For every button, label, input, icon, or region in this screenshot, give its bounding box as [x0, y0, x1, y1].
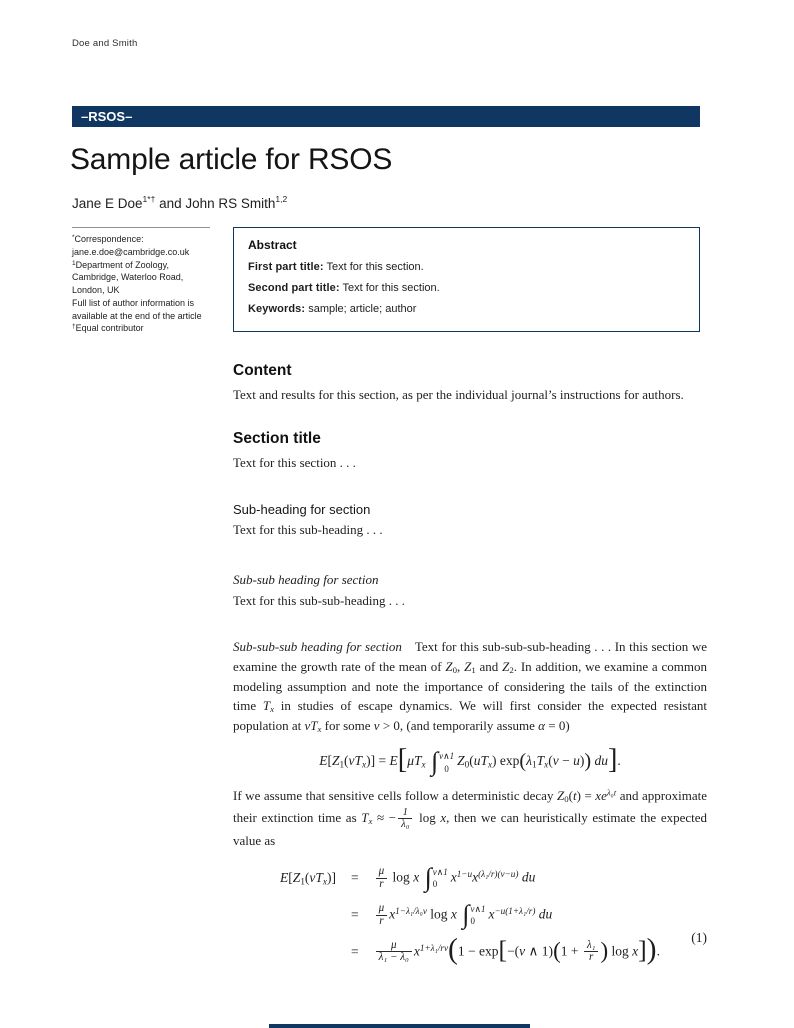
- sidebar-info: [72, 227, 214, 335]
- section-heading: Section title: [233, 430, 321, 448]
- author-name: Jane E Doe: [72, 196, 143, 211]
- subsubsection-heading: Sub-sub heading for section: [233, 572, 379, 588]
- aligned-equations: [233, 860, 707, 971]
- body-paragraph: If we assume that sensitive cells follow a deterministic decay $Z_0(t) = xe^{\lambda_0t}$ and approximate their extinction time as $T_x$ ≈ − $\frac{1}{\text{λ₀}}$ log x, then we can heuristically estimate the expected value as: [233, 788, 708, 848]
- equation-row: = $\frac{\mu}{\text{λ₁ − λ₀}}$ $x^{1+\lambda_1/rv}(1 - \exp[-(v$ ∧ 1)(1 + $\frac{\text{λ₁}}{r}$ ) log x]).: [350, 933, 660, 966]
- sidebar-line: available at the end of the article: [72, 310, 202, 321]
- abstract-part: Second part title: Text for this section.: [248, 282, 440, 294]
- sidebar-line: *Correspondence:: [72, 234, 144, 244]
- content-paragraph: Text and results for this section, as per the individual journal’s instructions for authors.: [233, 387, 684, 402]
- sidebar-line: Full list of author information is: [72, 297, 195, 308]
- equation-row: $E[Z_1(vT_x)]$ = $\frac{\mu}{r}$ log x ∫ v∧1 0 $x^{1-u}x^{(\lambda_1/r)(v-u)}$ du: [280, 863, 536, 893]
- content-heading: Content: [233, 362, 292, 379]
- author-line: [72, 194, 287, 211]
- abstract-part: Keywords: sample; article; author: [248, 303, 417, 315]
- author-superscript: 1*†: [142, 194, 156, 204]
- author-superscript: 1,2: [275, 194, 288, 204]
- equation-number: (1): [691, 930, 707, 946]
- abstract-part: First part title: Text for this section.: [248, 261, 424, 273]
- subsubsection-paragraph: Text for this sub-sub-heading . . .: [233, 593, 406, 609]
- correspondence-block: [72, 233, 214, 335]
- abstract-heading: Abstract: [248, 238, 297, 252]
- running-head: Doe and Smith: [72, 38, 138, 49]
- sidebar-rule: [72, 227, 210, 228]
- author-separator: and: [155, 196, 186, 211]
- sidebar-line: London, UK: [72, 285, 120, 296]
- article-title: Sample article for RSOS: [70, 143, 393, 176]
- banner-label: –RSOS–: [81, 109, 133, 124]
- sidebar-line: $^1$Department of Zoology,: [72, 259, 170, 270]
- main-column: [233, 362, 707, 970]
- sidebar-line: Cambridge, Waterloo Road,: [72, 272, 184, 283]
- runin-paragraph: Sub-sub-sub heading for section Text for this sub-sub-sub-heading . . . In this section we examine the growth rate of the mean of $Z_0$, $Z_1$ and $Z_2$. In addition, we examine a common modeling assumption and note the importance of considering the tails of the extinction time $T_x$ in studies of escape dynamics. We will first consider the expected resistant population at $vT_x$ for some v > 0, (and temporarily assume α = 0): [233, 639, 708, 735]
- abstract-box: [233, 227, 700, 332]
- rsos-banner: [72, 106, 700, 127]
- section-paragraph: Text for this section . . .: [233, 455, 356, 471]
- sidebar-line: jane.e.doe@cambridge.co.uk: [72, 246, 190, 257]
- sidebar-line: †Equal contributor: [72, 323, 144, 334]
- author-name: John RS Smith: [185, 196, 276, 211]
- footer-bar: [269, 1024, 530, 1028]
- subsection-heading: Sub-heading for section: [233, 502, 371, 518]
- subsection-paragraph: Text for this sub-heading . . .: [233, 522, 383, 538]
- equation-row: = $\frac{\mu}{r}$ $x^{1-\lambda_1/\lambda_0v}$ log x ∫ v∧1 0 $x^{-u(1+\lambda_1/r)}$ du: [350, 900, 553, 929]
- abstract-parts: [248, 261, 685, 315]
- display-equation: $E[Z_1(vT_x)] = E[\mu T_x$ ∫ v∧1 0 $Z_0(uT_x) \exp(\lambda_1T_x(v - u))$ du].: [319, 744, 621, 777]
